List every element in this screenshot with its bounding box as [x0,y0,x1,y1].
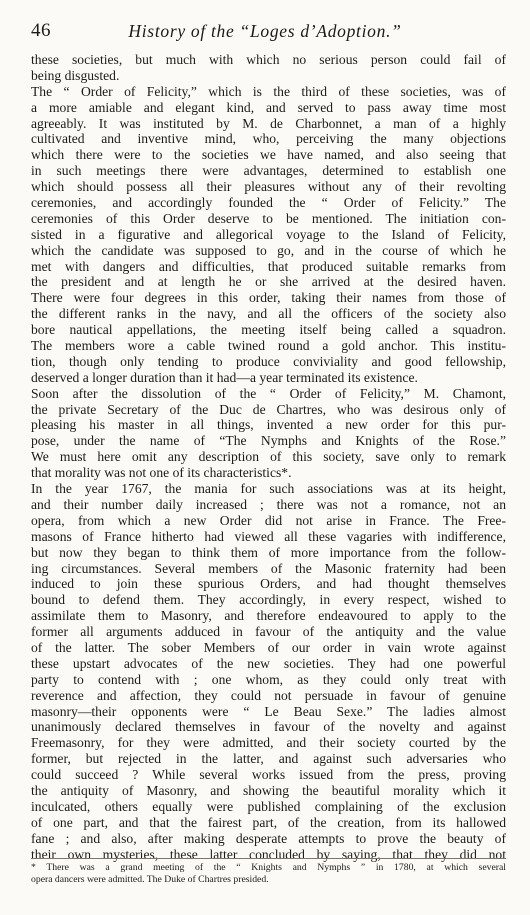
text-line: bound to defend them. They accordingly, in every respect, wished to [31,592,506,608]
footnote [31,862,506,886]
text-line: inculcated, others equally were published complaining of the exclusion [31,798,506,814]
page-number: 46 [31,20,51,41]
text-line: the different ranks in the navy, and all the officers of the society also [31,306,506,322]
text-line: Soon after the dissolution of the “ Order of Felicity,” M. Chamont, [31,385,506,401]
page-header [31,20,499,44]
text-line: the antiquity of Masonry, and showing the beautiful morality which it [31,782,506,798]
text-line: The “ Order of Felicity,” which is the third of these societies, was of [31,83,506,99]
text-line: a more amiable and elegant kind, and served to pass away time most [31,99,506,115]
footnote-rule [31,858,506,859]
text-line: party to contend with ; one whom, as they could only treat with [31,671,506,687]
text-line: Freemasonry, for they were admitted, and their society courted by the [31,735,506,751]
text-line: cultivated and inventive mind, who, perceiving the many objections [31,131,506,147]
text-line: pleasing his master in all things, invented a new order for this pur- [31,417,506,433]
running-title: History of the “Loges d’Adoption.” [128,21,402,41]
footnote-line: opera dancers were admitted. The Duke of Chartres presided. [31,874,269,885]
text-line: We must here omit any description of this society, save only to remark [31,449,506,465]
text-line: former, but rejected in the latter, and against such adversaries who [31,751,506,767]
text-line: but now they began to think them of more importance from the follow- [31,544,506,560]
text-line: assimilate them to Masonry, and therefore endeavoured to apply to the [31,608,506,624]
text-line: unanimously declared themselves in favour of the novelty and against [31,719,506,735]
text-line: agreeably. It was instituted by M. de Charbonnet, a man of a highly [31,115,506,131]
text-line: the president and at length he or she arrived at the desired haven. [31,274,506,290]
text-line: these upstart advocates of the new societies. They had one powerful [31,655,506,671]
text-line: opera, from which a new Order did not arise in France. The Free- [31,512,506,528]
text-line: which there were to the societies we have named, and also seeing that [31,147,506,163]
text-line: pose, under the name of “The Nymphs and Knights of the Rose.” [31,433,506,449]
text-line: that morality was not one of its characteristics*. [31,465,292,481]
text-line: masonry—their opponents were “ Le Beau Sexe.” The ladies almost [31,703,506,719]
text-line: of one part, and that the fairest part, of the creation, from its hallowed [31,814,506,830]
text-line: being disgusted. [31,67,120,83]
text-line: in such meetings there were advantages, determined to establish one [31,163,506,179]
text-line: met with dangers and difficulties, that produced suitable remarks from [31,258,506,274]
text-line: reverence and affection, they could not persuade in favour of genuine [31,687,506,703]
text-line: ing circumstances. Several members of the Masonic fraternity had been [31,560,506,576]
text-line: which the candidate was supposed to go, and in the course of which he [31,242,506,258]
body-text [31,52,506,862]
text-line: former all arguments adduced in favour of the antiquity and the value [31,624,506,640]
text-line: The members wore a cable twined round a gold anchor. This institu- [31,338,506,354]
text-line: the private Secretary of the Duc de Chartres, who was desirous only of [31,401,506,417]
text-line: of the latter. The sober Members of our order in vain wrote against [31,639,506,655]
text-line: which should possess all their pleasures without any of their revolting [31,179,506,195]
footnote-line: * There was a grand meeting of the “ Knights and Nymphs ” in 1780, at which several [31,862,506,873]
text-line: tion, though only tending to produce conviviality and good fellowship, [31,353,506,369]
text-line: these societies, but much with which no serious person could fail of [31,52,506,67]
text-line: There were four degrees in this order, taking their names from those of [31,290,506,306]
text-line: ceremonies of this Order deserve to be mentioned. The initiation con- [31,210,506,226]
text-line: masons of France hitherto had viewed all these vagaries with indifference, [31,528,506,544]
text-line: bore nautical appellations, the meeting itself being called a squadron. [31,322,506,338]
text-line: induced to join these spurious Orders, and had thought themselves [31,576,506,592]
text-line: sisted in a figurative and allegorical voyage to the Island of Felicity, [31,226,506,242]
text-line: fane ; and also, after making desperate attempts to prove the beauty of [31,830,506,846]
text-line: ceremonies, and accordingly founded the “ Order of Felicity.” The [31,195,506,211]
text-line: their own mysteries, these latter concluded by saying, that they did not [31,846,506,862]
text-line: and their number daily increased ; there was not a romance, not an [31,496,506,512]
text-line: could succeed ? While several works issued from the press, proving [31,767,506,783]
text-line: In the year 1767, the mania for such associations was at its height, [31,481,506,497]
text-line: deserved a longer duration than it had—a year terminated its existence. [31,369,418,385]
